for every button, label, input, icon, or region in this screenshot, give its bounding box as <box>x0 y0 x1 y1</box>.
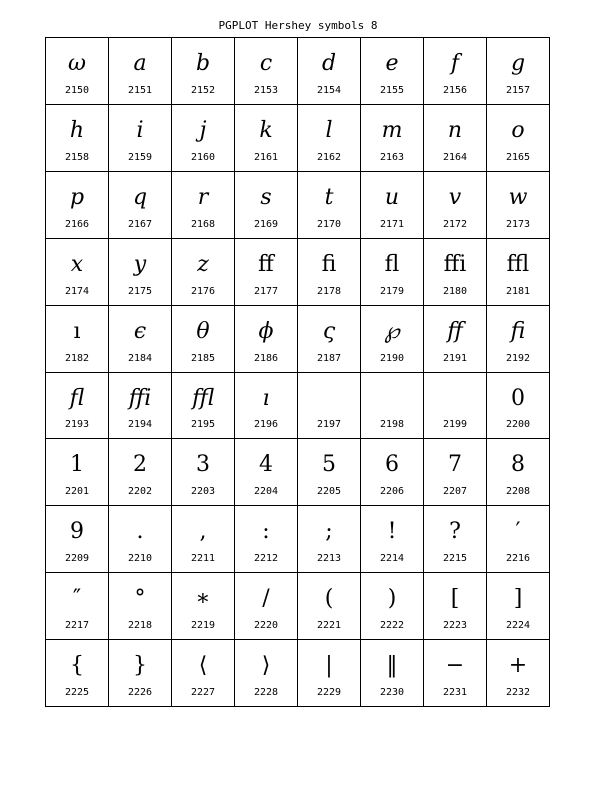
symbol-glyph: } <box>133 653 147 679</box>
symbol-glyph: ′ <box>515 519 521 545</box>
symbol-cell <box>298 373 361 440</box>
symbol-cell <box>109 506 172 573</box>
symbol-code: 2167 <box>127 218 153 230</box>
symbol-code: 2154 <box>316 84 342 96</box>
symbol-code: 2212 <box>253 553 279 565</box>
symbol-code: 2180 <box>442 285 468 297</box>
symbol-code: 2200 <box>505 419 531 431</box>
symbol-cell <box>109 306 172 373</box>
symbol-code: 2176 <box>190 285 216 297</box>
symbol-code: 2198 <box>379 419 405 431</box>
symbol-code: 2219 <box>190 620 216 632</box>
symbol-glyph: 1 <box>70 452 84 478</box>
symbol-glyph: m <box>381 117 403 143</box>
symbol-cell <box>298 573 361 640</box>
symbol-glyph: ° <box>134 586 146 612</box>
symbol-glyph: ℘ <box>384 318 400 344</box>
symbol-code: 2170 <box>316 218 342 230</box>
symbol-glyph: fi <box>321 251 337 277</box>
symbol-glyph: e <box>385 51 399 76</box>
symbol-cell <box>172 439 235 506</box>
symbol-glyph: n <box>447 117 463 143</box>
symbol-glyph: s <box>260 184 272 210</box>
symbol-glyph: 0 <box>511 385 525 411</box>
symbol-glyph: ff <box>258 251 274 277</box>
symbol-code: 2157 <box>505 84 531 96</box>
symbol-code: 2227 <box>190 687 216 698</box>
symbol-cell <box>487 306 550 373</box>
symbol-cell <box>487 105 550 172</box>
symbol-cell <box>487 239 550 306</box>
symbol-cell <box>172 373 235 440</box>
symbol-code: 2201 <box>64 486 90 498</box>
symbol-code: 2155 <box>379 84 405 96</box>
symbol-glyph: ‖ <box>386 653 398 679</box>
symbol-cell <box>424 640 487 707</box>
symbol-cell <box>361 573 424 640</box>
symbol-cell <box>235 506 298 573</box>
symbol-code: 2172 <box>442 218 468 230</box>
symbol-glyph: ? <box>449 519 461 545</box>
symbol-glyph: 6 <box>385 452 399 478</box>
symbol-cell <box>109 38 172 105</box>
symbol-glyph: p <box>69 184 85 210</box>
symbol-cell <box>172 172 235 239</box>
symbol-code: 2211 <box>190 553 216 565</box>
symbol-cell <box>361 38 424 105</box>
symbol-cell <box>109 239 172 306</box>
symbol-code: 2158 <box>64 151 90 163</box>
symbol-glyph: z <box>197 251 209 277</box>
symbol-code: 2214 <box>379 553 405 565</box>
symbol-code: 2169 <box>253 218 279 230</box>
symbol-code: 2156 <box>442 84 468 96</box>
symbol-glyph: ı <box>73 318 81 344</box>
symbol-cell <box>487 373 550 440</box>
symbol-code: 2175 <box>127 285 153 297</box>
symbol-cell <box>46 640 109 707</box>
symbol-code: 2217 <box>64 620 90 632</box>
symbol-code: 2230 <box>379 687 405 698</box>
symbol-code: 2173 <box>505 218 531 230</box>
symbol-cell <box>361 239 424 306</box>
symbol-glyph: l <box>325 117 333 143</box>
symbol-glyph: ı <box>262 385 270 411</box>
symbol-glyph: ω <box>68 51 86 76</box>
symbol-glyph: u <box>384 184 400 210</box>
symbol-code: 2215 <box>442 553 468 565</box>
symbol-cell <box>109 573 172 640</box>
symbol-cell <box>109 373 172 440</box>
symbol-cell <box>109 439 172 506</box>
symbol-cell <box>487 573 550 640</box>
symbol-cell <box>46 573 109 640</box>
symbol-code: 2164 <box>442 151 468 163</box>
symbol-code: 2178 <box>316 285 342 297</box>
symbol-glyph: c <box>259 51 273 76</box>
symbol-glyph: ! <box>387 519 397 545</box>
symbol-cell <box>424 439 487 506</box>
symbol-code: 2184 <box>127 352 153 364</box>
symbol-glyph: q <box>132 184 148 210</box>
symbol-glyph: 9 <box>70 519 84 545</box>
symbol-glyph: r <box>197 184 209 210</box>
symbol-cell <box>361 506 424 573</box>
symbol-code: 2231 <box>442 687 468 698</box>
symbol-code: 2192 <box>505 352 531 364</box>
symbol-cell <box>46 239 109 306</box>
symbol-glyph: ffl <box>506 251 530 277</box>
symbol-code: 2204 <box>253 486 279 498</box>
symbol-code: 2182 <box>64 352 90 364</box>
symbol-code: 2187 <box>316 352 342 364</box>
symbol-glyph: ; <box>325 519 333 545</box>
symbol-code: 2232 <box>505 687 531 698</box>
symbol-glyph: 5 <box>322 452 336 478</box>
symbol-cell <box>424 239 487 306</box>
symbol-cell <box>172 239 235 306</box>
symbol-cell <box>298 439 361 506</box>
symbol-cell <box>172 306 235 373</box>
symbol-glyph: v <box>448 184 462 210</box>
symbol-cell <box>298 38 361 105</box>
symbol-code: 2150 <box>64 84 90 96</box>
symbol-code: 2168 <box>190 218 216 230</box>
symbol-code: 2165 <box>505 151 531 163</box>
symbol-code: 2181 <box>505 285 531 297</box>
symbol-cell <box>46 373 109 440</box>
symbol-code: 2195 <box>190 419 216 431</box>
symbol-cell <box>298 105 361 172</box>
symbol-cell <box>487 506 550 573</box>
symbol-glyph: ϕ <box>258 318 274 344</box>
symbol-code: 2216 <box>505 553 531 565</box>
symbol-code: 2161 <box>253 151 279 163</box>
symbol-glyph: ϵ <box>133 318 147 344</box>
symbol-code: 2208 <box>505 486 531 498</box>
symbol-glyph: : <box>262 519 270 545</box>
symbol-code: 2160 <box>190 151 216 163</box>
symbol-cell <box>46 506 109 573</box>
symbol-glyph: 8 <box>511 452 525 478</box>
symbol-code: 2222 <box>379 620 405 632</box>
symbol-glyph: fi <box>510 318 526 344</box>
symbol-glyph: f <box>450 51 460 76</box>
symbol-glyph: | <box>325 653 333 679</box>
symbol-glyph: ffi <box>128 385 152 411</box>
symbol-cell <box>46 105 109 172</box>
symbol-glyph: + <box>508 653 528 679</box>
symbol-cell <box>361 640 424 707</box>
symbol-code: 2197 <box>316 419 342 431</box>
symbol-glyph: ffi <box>443 251 467 277</box>
symbol-cell <box>424 573 487 640</box>
symbol-glyph: , <box>199 519 207 545</box>
symbol-code: 2174 <box>64 285 90 297</box>
symbol-glyph: ∗ <box>195 586 211 612</box>
symbol-code: 2194 <box>127 419 153 431</box>
symbol-glyph: t <box>324 184 334 210</box>
symbol-code: 2152 <box>190 84 216 96</box>
symbol-cell <box>235 38 298 105</box>
symbol-glyph: { <box>70 653 84 679</box>
symbol-cell <box>361 439 424 506</box>
symbol-cell <box>46 172 109 239</box>
symbol-glyph: ⟨ <box>198 653 208 679</box>
symbol-glyph: w <box>508 184 528 210</box>
symbol-cell <box>298 506 361 573</box>
symbol-code: 2190 <box>379 352 405 364</box>
symbol-glyph: b <box>195 51 211 76</box>
symbol-glyph: − <box>445 653 465 679</box>
symbol-cell <box>172 573 235 640</box>
symbol-cell <box>424 306 487 373</box>
symbol-glyph: g <box>510 51 526 76</box>
symbol-cell <box>235 239 298 306</box>
symbol-glyph: ⟩ <box>261 653 271 679</box>
symbol-cell <box>298 239 361 306</box>
symbol-glyph: ffl <box>192 385 214 411</box>
symbol-code: 2177 <box>253 285 279 297</box>
symbol-cell <box>361 373 424 440</box>
symbol-cell <box>298 306 361 373</box>
symbol-glyph: o <box>511 117 525 143</box>
symbol-code: 2153 <box>253 84 279 96</box>
symbol-glyph: d <box>321 51 337 76</box>
symbol-glyph: ) <box>387 586 397 612</box>
symbol-glyph: ς <box>322 318 336 344</box>
symbol-cell <box>235 439 298 506</box>
symbol-cell <box>361 172 424 239</box>
symbol-glyph: 2 <box>133 452 147 478</box>
symbol-glyph: i <box>136 117 144 143</box>
symbol-glyph: j <box>199 117 207 143</box>
symbol-glyph: ″ <box>72 586 82 612</box>
symbol-code: 2159 <box>127 151 153 163</box>
symbol-code: 2196 <box>253 419 279 431</box>
symbol-glyph: fl <box>384 251 400 277</box>
symbol-code: 2205 <box>316 486 342 498</box>
symbol-cell <box>298 172 361 239</box>
symbol-glyph: / <box>262 586 270 612</box>
symbol-glyph: k <box>259 117 273 143</box>
symbol-code: 2224 <box>505 620 531 632</box>
symbol-code: 2221 <box>316 620 342 632</box>
symbol-code: 2193 <box>64 419 90 431</box>
symbol-code: 2209 <box>64 553 90 565</box>
symbol-glyph: ] <box>513 586 523 612</box>
symbol-glyph: . <box>136 519 144 545</box>
symbol-glyph: θ <box>196 318 210 344</box>
symbol-glyph: fl <box>69 385 85 411</box>
symbol-code: 2191 <box>442 352 468 364</box>
symbol-cell <box>361 306 424 373</box>
symbol-code: 2163 <box>379 151 405 163</box>
symbol-code: 2186 <box>253 352 279 364</box>
symbol-glyph: [ <box>450 586 460 612</box>
symbol-glyph: y <box>133 251 147 277</box>
symbol-cell <box>46 306 109 373</box>
symbol-code: 2162 <box>316 151 342 163</box>
symbol-code: 2199 <box>442 419 468 431</box>
symbol-code: 2206 <box>379 486 405 498</box>
symbol-cell <box>235 306 298 373</box>
symbol-grid <box>45 37 550 707</box>
symbol-cell <box>235 573 298 640</box>
symbol-code: 2179 <box>379 285 405 297</box>
symbol-cell <box>487 439 550 506</box>
symbol-cell <box>46 38 109 105</box>
symbol-glyph: h <box>69 117 85 143</box>
symbol-cell <box>109 640 172 707</box>
symbol-glyph: a <box>133 51 147 76</box>
symbol-cell <box>424 506 487 573</box>
symbol-glyph: 3 <box>196 452 210 478</box>
symbol-glyph: x <box>70 251 84 277</box>
symbol-code: 2151 <box>127 84 153 96</box>
symbol-cell <box>424 105 487 172</box>
symbol-code: 2210 <box>127 553 153 565</box>
symbol-cell <box>424 373 487 440</box>
symbol-code: 2202 <box>127 486 153 498</box>
symbol-code: 2223 <box>442 620 468 632</box>
symbol-code: 2207 <box>442 486 468 498</box>
page-title: PGPLOT Hershey symbols 8 <box>218 19 378 32</box>
symbol-cell <box>235 373 298 440</box>
symbol-code: 2229 <box>316 687 342 698</box>
symbol-cell <box>172 105 235 172</box>
symbol-code: 2166 <box>64 218 90 230</box>
symbol-cell <box>172 640 235 707</box>
symbol-cell <box>424 38 487 105</box>
symbol-cell <box>172 506 235 573</box>
symbol-glyph: ff <box>447 318 463 344</box>
symbol-code: 2220 <box>253 620 279 632</box>
symbol-code: 2203 <box>190 486 216 498</box>
symbol-cell <box>235 172 298 239</box>
symbol-glyph: ( <box>324 586 334 612</box>
symbol-code: 2226 <box>127 687 153 698</box>
symbol-cell <box>109 172 172 239</box>
symbol-cell <box>487 172 550 239</box>
symbol-cell <box>172 38 235 105</box>
symbol-cell <box>109 105 172 172</box>
symbol-glyph: 7 <box>448 452 462 478</box>
symbol-code: 2213 <box>316 553 342 565</box>
symbol-code: 2225 <box>64 687 90 698</box>
symbol-glyph: 4 <box>259 452 273 478</box>
symbol-code: 2171 <box>379 218 405 230</box>
symbol-cell <box>487 640 550 707</box>
symbol-code: 2228 <box>253 687 279 698</box>
symbol-code: 2185 <box>190 352 216 364</box>
symbol-cell <box>487 38 550 105</box>
symbol-cell <box>235 105 298 172</box>
symbol-cell <box>46 439 109 506</box>
symbol-cell <box>361 105 424 172</box>
symbol-cell <box>235 640 298 707</box>
symbol-cell <box>424 172 487 239</box>
symbol-code: 2218 <box>127 620 153 632</box>
symbol-cell <box>298 640 361 707</box>
